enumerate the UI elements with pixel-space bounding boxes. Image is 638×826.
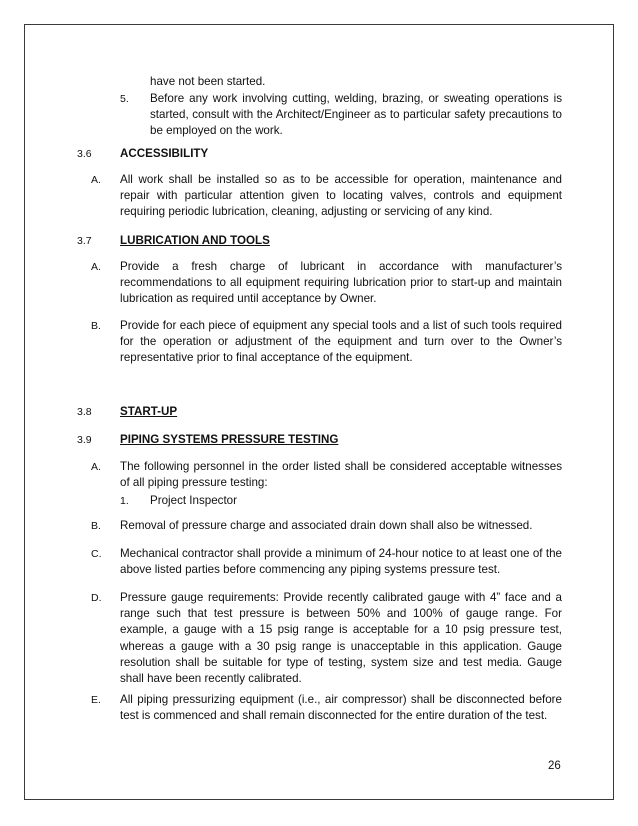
section-3-7-a-text: Provide a fresh charge of lubricant in accordance with manufacturer’s recommendations to all equipment requiring lubrication prior to start-up and maintain lubrication as required until acceptance by Owner. bbox=[120, 260, 562, 306]
section-3-9-e-text: All piping pressurizing equipment (i.e., air compressor) shall be disconnected before test is commenced and shall remain disconnected for the entire duration of the test. bbox=[120, 693, 562, 723]
section-3-8-number: 3.8 bbox=[77, 406, 92, 418]
section-3-9-a-label: A. bbox=[91, 461, 101, 473]
section-3-9-c-label: C. bbox=[91, 548, 102, 560]
section-3-9-e-label: E. bbox=[91, 694, 101, 706]
item-5-text: Before any work involving cutting, welding, brazing, or sweating operations is started, consult with the Architect/Engineer as to particular safety precautions to be employed on the work. bbox=[150, 92, 562, 138]
section-3-9-a-1-text: Project Inspector bbox=[150, 494, 237, 507]
section-3-7-b-text: Provide for each piece of equipment any special tools and a list of such tools required for the operation or adjustment of the equipment and turn over to the Owner’s representative prior to final acceptance of the equipment. bbox=[120, 319, 562, 365]
section-3-9-b-label: B. bbox=[91, 520, 101, 532]
section-3-7-number: 3.7 bbox=[77, 235, 92, 247]
section-3-6-number: 3.6 bbox=[77, 148, 92, 160]
section-3-9-number: 3.9 bbox=[77, 434, 92, 446]
section-3-9-title: PIPING SYSTEMS PRESSURE TESTING bbox=[120, 433, 339, 446]
section-3-6-title: ACCESSIBILITY bbox=[120, 147, 209, 160]
section-3-7-title: LUBRICATION AND TOOLS bbox=[120, 234, 270, 247]
section-3-9-c-text: Mechanical contractor shall provide a minimum of 24-hour notice to at least one of the above listed parties before commencing any piping systems pressure test. bbox=[120, 547, 562, 577]
section-3-9-a-1-number: 1. bbox=[120, 495, 129, 507]
continuation-text: have not been started. bbox=[150, 75, 266, 88]
section-3-7-a-label: A. bbox=[91, 261, 101, 273]
section-3-8-title: START-UP bbox=[120, 405, 178, 418]
section-3-9-a-text: The following personnel in the order listed shall be considered acceptable witnesses of all piping pressure testing: bbox=[120, 460, 562, 490]
section-3-9-d-text: Pressure gauge requirements: Provide recently calibrated gauge with 4” face and a range such that test pressure is between 50% and 100% of gauge range. For example, a gauge with a 15 psig range is acceptable for a 10 psig pressure test, whereas a gauge with a 30 psig range is unacceptable in this application. Gauge resolution shall be suitable for type of testing, system size and test media. Gauge shall have been recently calibrated. bbox=[120, 591, 562, 686]
page-number: 26 bbox=[548, 760, 561, 772]
section-3-7-b-label: B. bbox=[91, 320, 101, 332]
section-3-9-b-text: Removal of pressure charge and associated drain down shall also be witnessed. bbox=[120, 519, 533, 532]
section-3-6-a-text: All work shall be installed so as to be accessible for operation, maintenance and repair with particular attention given to locating valves, controls and equipment requiring periodic lubrication, cleaning, adjusting or servicing of any kind. bbox=[120, 173, 562, 219]
item-5-number: 5. bbox=[120, 93, 129, 105]
section-3-9-d-label: D. bbox=[91, 592, 102, 604]
section-3-6-a-label: A. bbox=[91, 174, 101, 186]
